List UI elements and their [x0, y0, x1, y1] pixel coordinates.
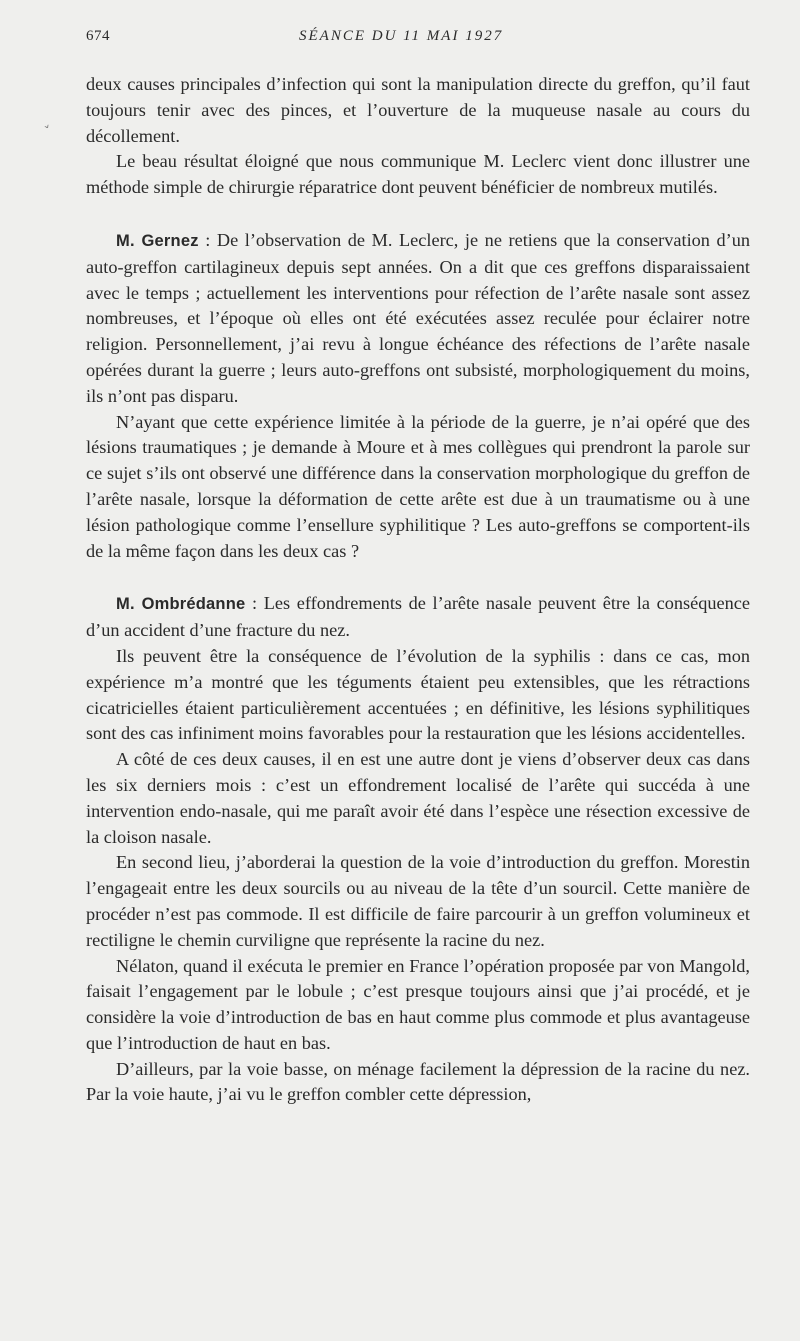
page-number: 674 — [86, 28, 110, 44]
paragraph: N’ayant que cette expérience limitée à la période de la guerre, je n’ai opéré que des lésions traumatiques ; je demande à Moure et à mes collègues qui prendront la parole sur ce sujet s’ils ont observé une différence dans la conservation morphologique du greffon de l’arête nasale, lorsque la déformation de cette arête est due à un traumatisme ou à une lésion pathologique comme l’ensellure syphilitique ? Les auto-greffons se comportent-ils de la même façon dans les deux cas ? — [86, 411, 750, 561]
margin-pencil-mark: ˇ — [42, 123, 57, 141]
running-title: SÉANCE DU 11 MAI 1927 — [299, 28, 504, 44]
paragraph: D’ailleurs, par la voie basse, on ménage facilement la dépression de la racine du nez. Par la voie haute, j’ai vu le greffon combler cette dépression, — [86, 1058, 750, 1105]
article-body — [86, 72, 750, 1108]
paragraph-text: : Les effondrements de l’arête nasale peuvent être la conséquence d’un accident d’une fracture du nez. — [86, 593, 750, 641]
speaker-name: M. Gernez — [116, 231, 199, 250]
paragraph-gernez — [86, 228, 750, 410]
running-head — [86, 28, 748, 50]
paragraph: A côté de ces deux causes, il en est une autre dont je viens d’observer deux cas dans les six derniers mois : c’est un effondrement localisé de l’arête qui succéda à une intervention endo-nasale, qui me paraît avoir été dans l’espèce une résection excessive de la cloison nasale. — [86, 749, 750, 847]
paragraph-text: : De l’observation de M. Leclerc, je ne retiens que la conservation d’un auto-greffon cartilagineux depuis sept années. On a dit que ces greffons disparaissaient avec le temps ; actuellement les interventions pour réfection de l’arête nasale sont assez nombreuses, et l’époque où elles ont été exécutées assez reculée pour éclairer notre religion. Personnellement, j’ai revu à longue échéance des réfections de l’arête nasale opérées durant la guerre ; leurs auto-greffons ont subsisté, morphologiquement du moins, ils n’ont pas disparu. — [86, 229, 751, 406]
section-gap — [86, 201, 750, 228]
paragraph: En second lieu, j’aborderai la question de la voie d’introduction du greffon. Morestin l’engageait entre les deux sourcils ou au niveau de la tête d’un sourcil. Cette manière de procéder n’est pas commode. Il est difficile de faire parcourir à un greffon volumineux et rectiligne le chemin curviligne que représente la racine du nez. — [86, 852, 750, 950]
paragraph: Ils peuvent être la conséquence de l’évolution de la syphilis : dans ce cas, mon expérience m’a montré que les téguments étaient peu extensibles, que les rétractions cicatricielles étaient particulièrement accentuées ; en définitive, les lésions syphilitiques sont des cas infiniment moins favorables pour la restauration que les lésions accidentelles. — [86, 645, 750, 744]
paragraph: deux causes principales d’infection qui sont la manipulation directe du greffon, qu’il faut toujours tenir avec des pinces, et l’ouverture de la muqueuse nasale au cours du décollement. — [86, 74, 750, 146]
paragraph-ombredanne — [86, 591, 750, 644]
section-gap — [86, 564, 750, 591]
paragraph: Nélaton, quand il exécuta le premier en France l’opération proposée par von Mangold, faisait l’engagement par le lobule ; c’est presque toujours ainsi que j’ai procédé, et je considère la voie d’introduction de bas en haut comme plus commode et plus avantageuse que l’introduction de haut en bas. — [86, 955, 750, 1053]
speaker-name: M. Ombrédanne — [116, 595, 246, 614]
paragraph: Le beau résultat éloigné que nous communique M. Leclerc vient donc illustrer une méthode simple de chirurgie réparatrice dont peuvent bénéficier de nombreux mutilés. — [86, 151, 750, 198]
